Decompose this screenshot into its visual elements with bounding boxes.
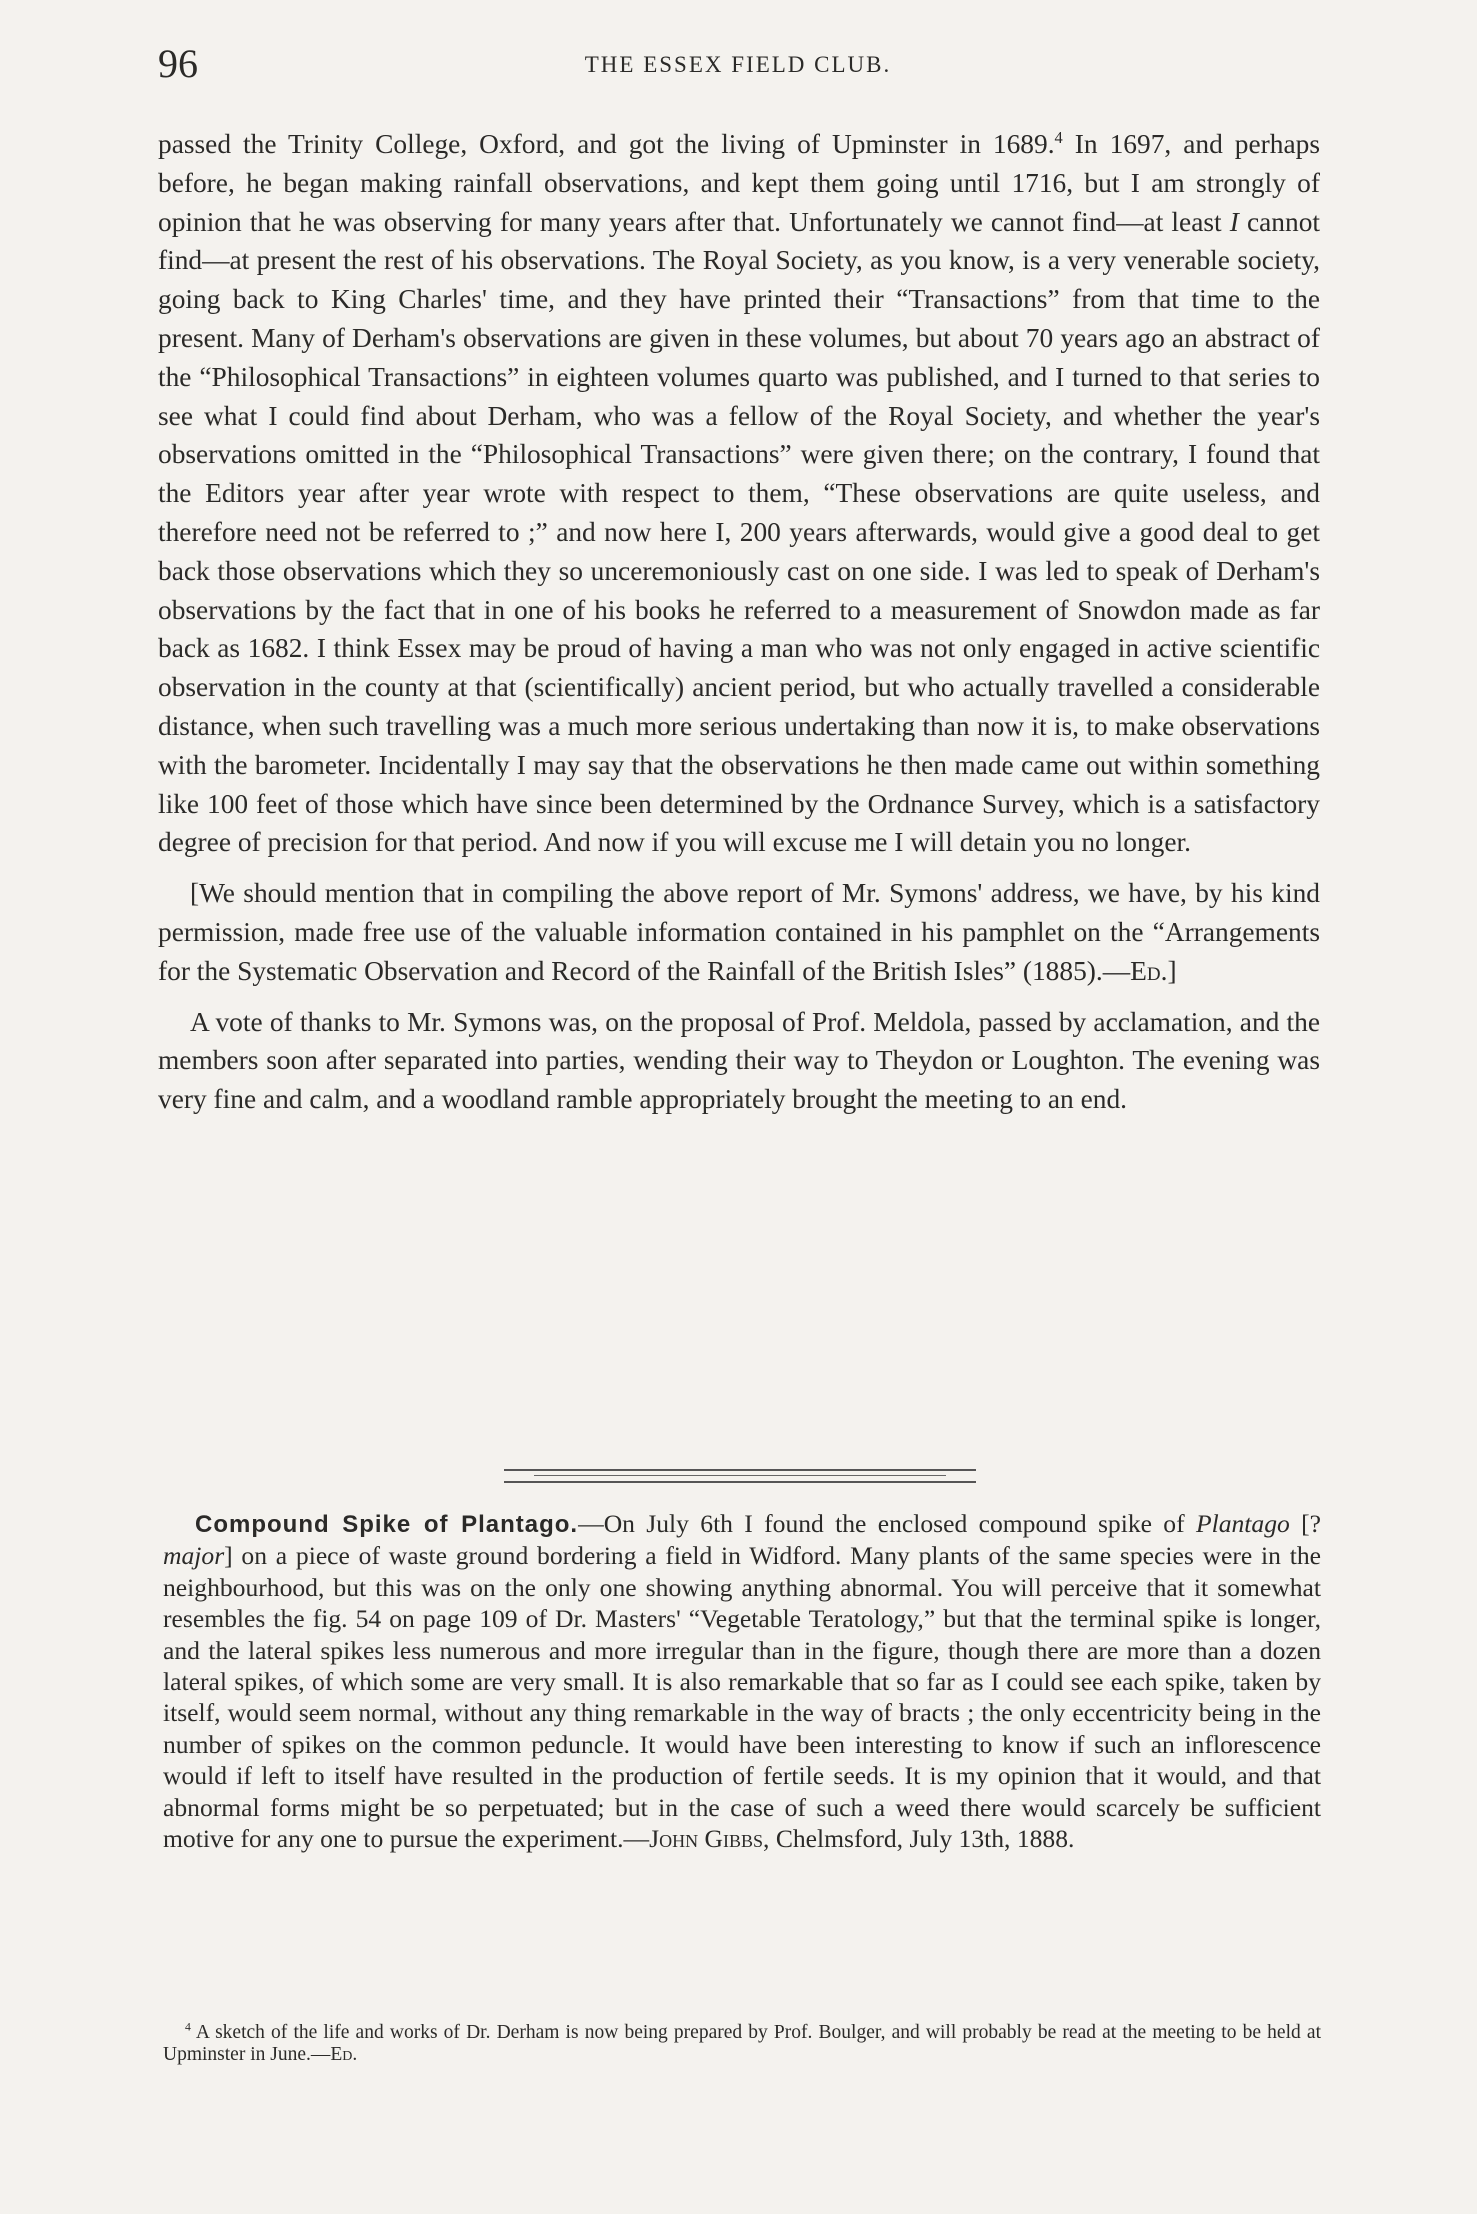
text-run: In 1697, and perhaps before, he began making rainfall observations, and kept them going until 1716, but I am strongly of opinion that he was observing for many years after that. Unfortunately we cannot find—at least: [158, 129, 1320, 237]
plantago-note: [163, 1508, 1321, 1854]
italic-text: Plantago: [1195, 1509, 1290, 1538]
author-name: John Gibbs: [649, 1824, 764, 1854]
small-caps-text: Ed.: [1130, 955, 1168, 986]
footnote-text: [163, 2022, 1321, 2066]
note-title: Compound Spike of Plantago.: [195, 1511, 579, 1538]
article-body: [158, 125, 1320, 1119]
text-run: —On July 6th I found the enclosed compound spike of: [578, 1509, 1196, 1538]
small-caps-text: Ed.: [330, 2044, 358, 2065]
page-number: 96: [158, 41, 198, 86]
text-run: cannot find—at present the rest of his observations. The Royal Society, as you know, is a very venerable society, going back to King Charles' time, and they have printed their “Transactions” from that time to the present. Many of Derham's observations are given in these volumes, but about 70 years ago an abstract of the “Philosophical Transactions” in eighteen volumes quarto was published, and I turned to that series to see what I could find about Derham, who was a fellow of the Royal Society, and whether the year's observations omitted in the “Philosophical Transactions” were given there; on the contrary, I found that the Editors year after year wrote with respect to them, “These observations are quite useless, and therefore need not be referred to ;” and now here I, 200 years afterwards, would give a good deal to get back those observations which they so unceremoniously cast on one side. I was led to speak of Derham's observations by the fact that in one of his books he referred to a measurement of Snowdon made as far back as 1682. I think Essex may be proud of having a man who was not only engaged in active scientific observation in the county at that (scientifically) ancient period, but who actually travelled a considerable distance, when such travelling was a much more serious undertaking than now it is, to make observations with the barometer. Incidentally I may say that the observations he then made came out within something like 100 feet of those which have since been determined by the Ordnance Survey, which is a satisfactory degree of precision for that period. And now if you will excuse me I will detain you no longer.: [158, 206, 1321, 858]
text-run: [?: [1289, 1509, 1321, 1538]
text-run: A sketch of the life and works of Dr. Derham is now being prepared by Prof. Boulger, and will probably be read at the meeting to be held at Upminster in June.—: [163, 2022, 1321, 2065]
paragraph-derham: [158, 125, 1320, 862]
italic-text: I: [1229, 206, 1239, 237]
running-head: THE ESSEX FIELD CLUB.: [584, 52, 892, 77]
footnote-reference: 4: [1054, 127, 1063, 147]
text-run: , Chelmsford, July 13th, 1888.: [763, 1824, 1075, 1854]
note-paragraph: [163, 1508, 1321, 1854]
footnote: [163, 2022, 1321, 2066]
text-run: [We should mention that in compiling the above report of Mr. Symons' address, we have, by his kind permission, made free use of the valuable information contained in his pamphlet on the “Arrangements for the Systematic Observation and Record of the Rainfall of the British Isles” (1885).—: [158, 878, 1320, 986]
page-header: [158, 40, 1318, 100]
text-run: passed the Trinity College, Oxford, and got the living of Upminster in 1689.: [158, 129, 1055, 159]
footnote-mark: 4: [185, 2020, 191, 2034]
text-run: ] on a piece of waste ground bordering a field in Widford. Many plants of the same species were in the neighbourhood, but this was on the only one showing anything abnormal. You will perceive that it somewhat resembles the fig. 54 on page 109 of Dr. Masters' “Vegetable Teratology,” but that the terminal spike is longer, and the lateral spikes less numerous and more irregular than in the figure, though there are more than a dozen lateral spikes, of which some are very small. It is also remarkable that so far as I could see each spike, taken by itself, would seem normal, without any thing remarkable in the way of bracts ; the only eccentricity being in the number of spikes on the common peduncle. It would have been interesting to know if such an inflorescence would if left to itself have resulted in the production of fertile seeds. It is my opinion that it would, and that abnormal forms might be so perpetuated; but in the case of such a weed there would scarcely be sufficient motive for any one to pursue the experiment.—: [163, 1541, 1321, 1854]
paragraph-editorial-note: [158, 874, 1320, 990]
text-run: ]: [1167, 955, 1177, 986]
section-divider: [504, 1469, 976, 1483]
italic-text: major: [163, 1541, 225, 1571]
paragraph-vote-of-thanks: A vote of thanks to Mr. Symons was, on the proposal of Prof. Meldola, passed by acclamation, and the members soon after separated into parties, wending their way to Theydon or Loughton. The evening was very fine and calm, and a woodland ramble appropriately brought the meeting to an end.: [158, 1006, 1320, 1115]
